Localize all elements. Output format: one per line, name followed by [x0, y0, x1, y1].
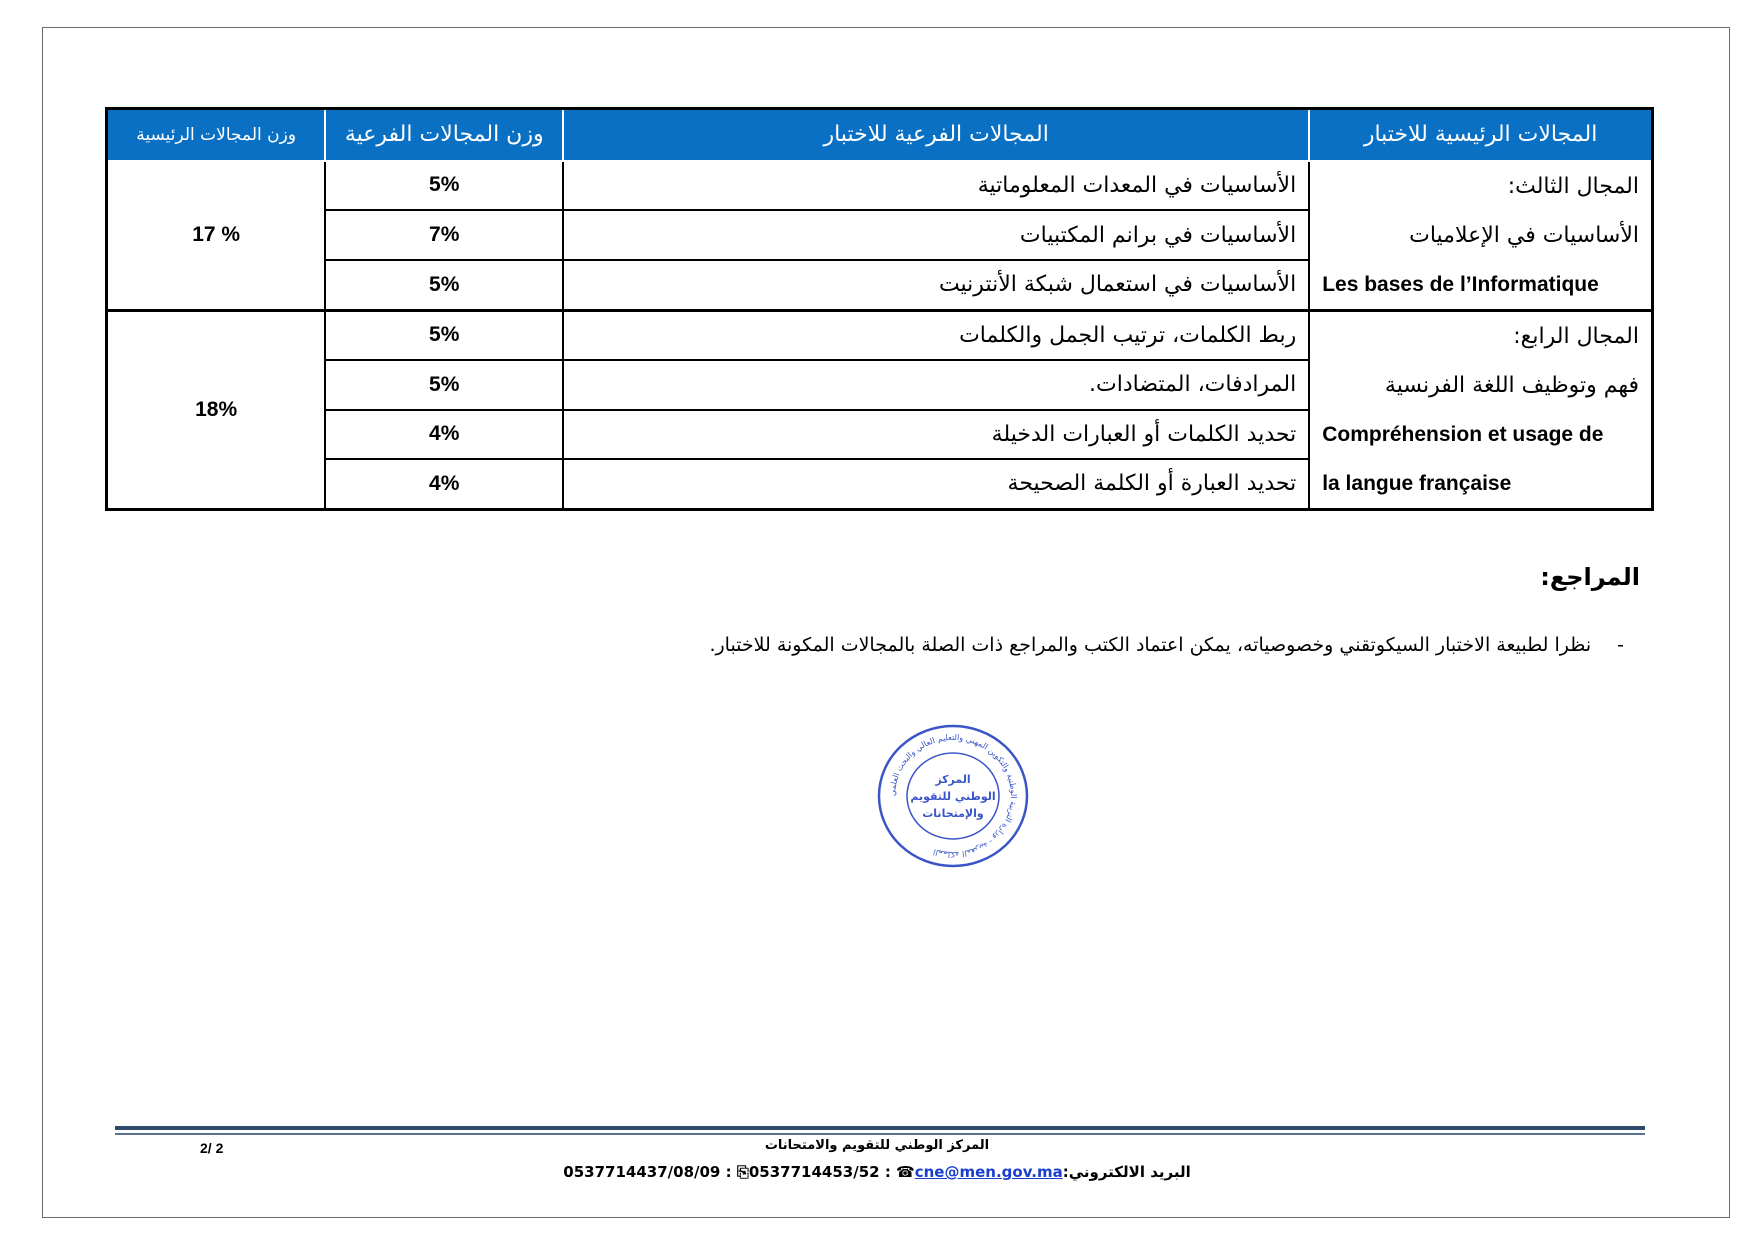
references-text: نظرا لطبيعة الاختبار السيكوتقني وخصوصياته، يمكن اعتماد الكتب والمراجع ذات الصلة بالمجالات المكونة للاختبار.: [709, 634, 1592, 656]
phone-icon: ☎: [896, 1163, 915, 1181]
sub-domain-cell: المرادفات، المتضادات.: [563, 360, 1309, 410]
sub-domain-cell: تحديد العبارة أو الكلمة الصحيحة: [563, 459, 1309, 509]
main-domain-cell: [1309, 161, 1652, 311]
main-domain-title: المجال الثالث:: [1507, 173, 1639, 199]
footer-divider: [115, 1126, 1645, 1130]
email-link[interactable]: cne@men.gov.ma: [914, 1163, 1063, 1181]
main-domain-name-fr: Compréhension et usage de: [1322, 422, 1604, 446]
sub-weight-cell: 5%: [325, 260, 563, 310]
email-label: البريد الالكتروني:: [1062, 1163, 1191, 1181]
sub-domain-cell: الأساسيات في برانم المكتبيات: [563, 210, 1309, 260]
main-domain-title: المجال الرابع:: [1513, 323, 1639, 349]
main-domain-cell: [1309, 310, 1652, 509]
sub-domain-cell: الأساسيات في استعمال شبكة الأنترنيت: [563, 260, 1309, 310]
stamp-ring-text: المملكة المغربية - وزارة التربية الوطنية والتكوين المهني والتعليم العالي والبحث العلمي: [887, 732, 1019, 860]
domain-group-4: [107, 310, 1653, 509]
sub-domain-cell: تحديد الكلمات أو العبارات الدخيلة: [563, 410, 1309, 460]
table-header-row: [107, 109, 1653, 161]
footer-contact: [0, 1163, 1754, 1181]
header-sub-weight: وزن المجالات الفرعية: [325, 109, 563, 161]
fax-icon: ⎘: [736, 1163, 749, 1181]
separator: :: [884, 1163, 897, 1181]
main-domain-name-fr: Les bases de l’Informatique: [1322, 272, 1599, 296]
references-title: المراجع:: [1540, 563, 1640, 591]
sub-weight-cell: 7%: [325, 210, 563, 260]
header-main-domains: المجالات الرئيسية للاختبار: [1309, 109, 1652, 161]
main-domain-name: فهم وتوظيف اللغة الفرنسية: [1384, 372, 1639, 398]
bullet-dash: -: [1617, 634, 1624, 656]
main-weight-cell: 18%: [107, 310, 326, 509]
page-number: 2/ 2: [200, 1140, 224, 1156]
official-stamp: [875, 723, 1031, 869]
sub-weight-cell: 5%: [325, 360, 563, 410]
main-domain-name-fr-2: la langue française: [1322, 471, 1512, 495]
domain-group-3: [107, 161, 1653, 311]
main-weight-cell: 17 %: [107, 161, 326, 311]
footer-divider-thin: [115, 1133, 1645, 1135]
table-row: [107, 310, 1653, 360]
sub-weight-cell: 4%: [325, 410, 563, 460]
sub-weight-cell: 5%: [325, 310, 563, 360]
phone-number: 0537714453/52: [748, 1163, 880, 1181]
stamp-line-3: والإمتحانات: [922, 807, 984, 820]
sub-domain-cell: ربط الكلمات، ترتيب الجمل والكلمات: [563, 310, 1309, 360]
stamp-line-2: الوطني للتقويم: [910, 790, 996, 803]
header-main-weight: وزن المجالات الرئيسية: [107, 109, 326, 161]
separator: :: [725, 1163, 737, 1181]
sub-domain-cell: الأساسيات في المعدات المعلوماتية: [563, 161, 1309, 211]
sub-weight-cell: 5%: [325, 161, 563, 211]
header-sub-domains: المجالات الفرعية للاختبار: [563, 109, 1309, 161]
main-domain-name: الأساسيات في الإعلاميات: [1409, 222, 1639, 248]
references-item: [709, 634, 1624, 656]
table-row: [107, 161, 1653, 211]
domains-table: [105, 107, 1654, 511]
fax-number: 0537714437/08/09: [563, 1163, 721, 1181]
stamp-line-1: المركز: [935, 773, 971, 786]
footer-organization: المركز الوطني للتقويم والامتحانات: [764, 1138, 990, 1153]
sub-weight-cell: 4%: [325, 459, 563, 509]
